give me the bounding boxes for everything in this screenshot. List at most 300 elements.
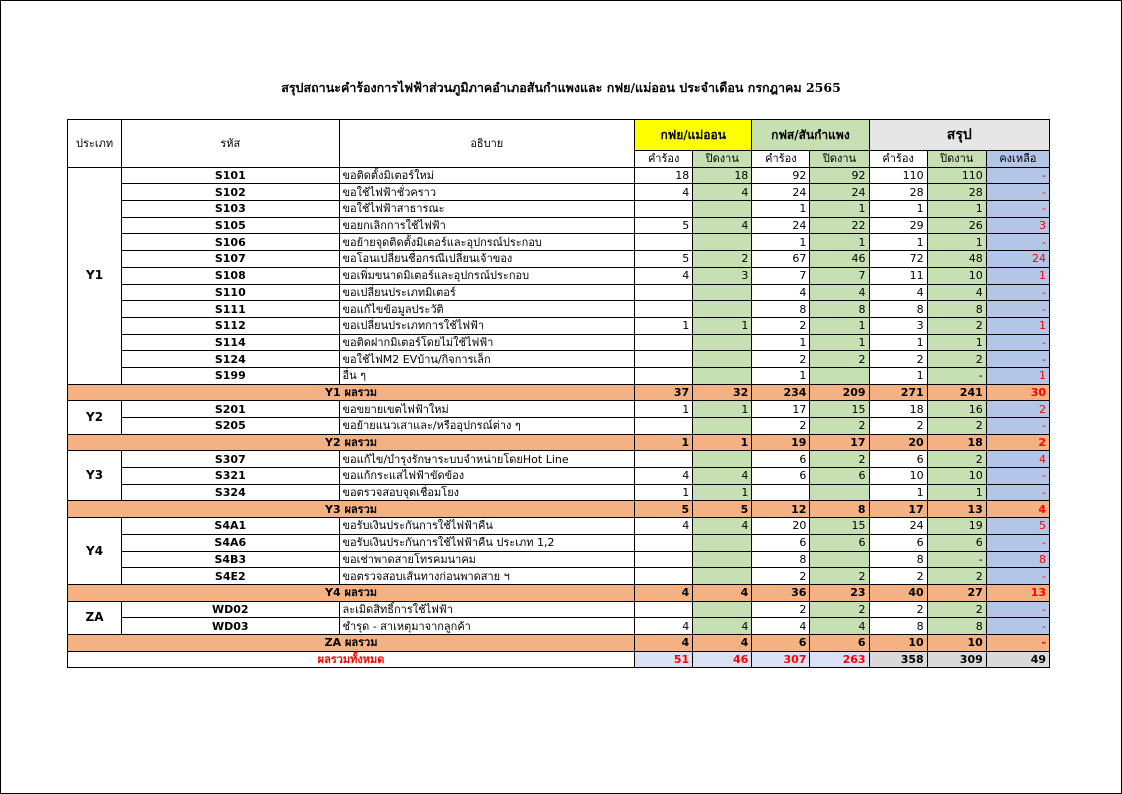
- mae-on-closed: [693, 301, 752, 318]
- subtotal-san-closed: 209: [810, 384, 869, 401]
- total-closed: 8: [927, 301, 986, 318]
- grand-total-row: [68, 651, 1050, 668]
- total-requests: 28: [869, 184, 927, 201]
- total-requests: 8: [869, 551, 927, 568]
- remaining-count: -: [986, 534, 1049, 551]
- request-code: S307: [122, 451, 339, 468]
- request-description: ขอเปลี่ยนประเภทการใช้ไฟฟ้า: [339, 317, 635, 334]
- total-requests: 72: [869, 251, 927, 268]
- total-closed: 2: [927, 418, 986, 435]
- total-closed: 1: [927, 484, 986, 501]
- subtotal-label: Y3 ผลรวม: [68, 501, 635, 518]
- subtotal-row: [68, 634, 1050, 651]
- remaining-count: -: [986, 284, 1049, 301]
- group-label: Y3: [68, 451, 122, 501]
- subtotal-mae-on-requests: 4: [635, 584, 693, 601]
- subtotal-mae-on-requests: 5: [635, 501, 693, 518]
- table-body: [68, 167, 1050, 668]
- request-description: ขอรับเงินประกันการใช้ไฟฟ้าคืน: [339, 518, 635, 535]
- request-code: S107: [122, 251, 339, 268]
- remaining-count: -: [986, 301, 1049, 318]
- san-requests: 7: [752, 267, 810, 284]
- subheader-requests: คำร้อง: [635, 151, 693, 168]
- table-row: [68, 351, 1050, 368]
- grand-san-closed: 263: [810, 651, 869, 668]
- request-code: S105: [122, 217, 339, 234]
- subtotal-row: [68, 434, 1050, 451]
- san-requests: 2: [752, 418, 810, 435]
- group-label: Y2: [68, 401, 122, 434]
- remaining-count: 4: [986, 451, 1049, 468]
- san-closed: 2: [810, 601, 869, 618]
- total-closed: 2: [927, 601, 986, 618]
- header-summary: สรุป: [869, 120, 1049, 151]
- subtotal-label: Y1 ผลรวม: [68, 384, 635, 401]
- mae-on-closed: 2: [693, 251, 752, 268]
- total-requests: 8: [869, 618, 927, 635]
- total-closed: 10: [927, 267, 986, 284]
- san-requests: 2: [752, 317, 810, 334]
- mae-on-closed: [693, 367, 752, 384]
- san-requests: 6: [752, 451, 810, 468]
- total-closed: 28: [927, 184, 986, 201]
- san-closed: 2: [810, 451, 869, 468]
- san-closed: 2: [810, 568, 869, 585]
- total-requests: 2: [869, 568, 927, 585]
- san-requests: 1: [752, 367, 810, 384]
- mae-on-requests: 1: [635, 484, 693, 501]
- request-code: S321: [122, 468, 339, 485]
- remaining-count: -: [986, 468, 1049, 485]
- san-requests: 1: [752, 334, 810, 351]
- mae-on-requests: [635, 284, 693, 301]
- header-code: รหัส: [122, 120, 339, 168]
- total-requests: 1: [869, 334, 927, 351]
- table-row: [68, 568, 1050, 585]
- subtotal-total-requests: 20: [869, 434, 927, 451]
- total-requests: 2: [869, 351, 927, 368]
- table-row: [68, 201, 1050, 218]
- total-requests: 6: [869, 534, 927, 551]
- table-row: [68, 217, 1050, 234]
- san-closed: [810, 484, 869, 501]
- san-closed: 92: [810, 167, 869, 184]
- total-requests: 2: [869, 418, 927, 435]
- subtotal-label: ZA ผลรวม: [68, 634, 635, 651]
- subheader-requests: คำร้อง: [752, 151, 810, 168]
- request-description: ขอแก้ไข/บำรุงรักษาระบบจำหน่ายโดยHot Line: [339, 451, 635, 468]
- grand-remaining: 49: [986, 651, 1049, 668]
- total-closed: 2: [927, 351, 986, 368]
- mae-on-requests: [635, 301, 693, 318]
- subtotal-san-closed: 17: [810, 434, 869, 451]
- mae-on-requests: [635, 367, 693, 384]
- table-row: [68, 251, 1050, 268]
- total-closed: 8: [927, 618, 986, 635]
- subtotal-total-requests: 17: [869, 501, 927, 518]
- san-requests: 2: [752, 601, 810, 618]
- request-code: WD02: [122, 601, 339, 618]
- total-requests: 4: [869, 284, 927, 301]
- san-requests: 8: [752, 301, 810, 318]
- san-closed: 15: [810, 401, 869, 418]
- total-closed: 4: [927, 284, 986, 301]
- mae-on-closed: 1: [693, 484, 752, 501]
- total-closed: -: [927, 367, 986, 384]
- subtotal-total-closed: 27: [927, 584, 986, 601]
- mae-on-closed: 1: [693, 401, 752, 418]
- remaining-count: -: [986, 568, 1049, 585]
- subtotal-san-requests: 234: [752, 384, 810, 401]
- san-closed: 2: [810, 418, 869, 435]
- total-requests: 24: [869, 518, 927, 535]
- subheader-closed: ปิดงาน: [927, 151, 986, 168]
- mae-on-requests: [635, 601, 693, 618]
- subtotal-mae-on-closed: 5: [693, 501, 752, 518]
- request-description: ขอเพิ่มขนาดมิเตอร์และอุปกรณ์ประกอบ: [339, 267, 635, 284]
- mae-on-closed: 3: [693, 267, 752, 284]
- total-requests: 1: [869, 234, 927, 251]
- san-closed: [810, 367, 869, 384]
- total-closed: 1: [927, 334, 986, 351]
- subtotal-san-requests: 36: [752, 584, 810, 601]
- mae-on-requests: [635, 551, 693, 568]
- total-closed: 10: [927, 468, 986, 485]
- mae-on-requests: [635, 201, 693, 218]
- table-row: [68, 184, 1050, 201]
- request-code: S112: [122, 317, 339, 334]
- request-code: S111: [122, 301, 339, 318]
- request-description: ขอแก้ไขข้อมูลประวัติ: [339, 301, 635, 318]
- mae-on-closed: [693, 334, 752, 351]
- subtotal-san-closed: 23: [810, 584, 869, 601]
- mae-on-requests: 4: [635, 618, 693, 635]
- san-requests: 92: [752, 167, 810, 184]
- total-closed: 110: [927, 167, 986, 184]
- table-row: [68, 267, 1050, 284]
- mae-on-closed: 18: [693, 167, 752, 184]
- remaining-count: -: [986, 167, 1049, 184]
- total-requests: 1: [869, 367, 927, 384]
- subtotal-san-requests: 19: [752, 434, 810, 451]
- header-san-kamphaeng: กฟส/สันกำแพง: [752, 120, 869, 151]
- request-code: S4A6: [122, 534, 339, 551]
- mae-on-closed: [693, 551, 752, 568]
- request-description: ขอย้ายแนวเสาและ/หรืออุปกรณ์ต่าง ๆ: [339, 418, 635, 435]
- table-row: [68, 234, 1050, 251]
- subtotal-mae-on-requests: 37: [635, 384, 693, 401]
- request-description: ขอใช้ไฟM2 EVบ้าน/กิจการเล็ก: [339, 351, 635, 368]
- grand-mae-on-closed: 46: [693, 651, 752, 668]
- mae-on-requests: 18: [635, 167, 693, 184]
- remaining-count: 24: [986, 251, 1049, 268]
- mae-on-closed: 4: [693, 217, 752, 234]
- san-closed: 22: [810, 217, 869, 234]
- san-closed: 4: [810, 618, 869, 635]
- mae-on-requests: 4: [635, 184, 693, 201]
- table-row: [68, 418, 1050, 435]
- request-code: S205: [122, 418, 339, 435]
- request-code: S124: [122, 351, 339, 368]
- mae-on-requests: [635, 234, 693, 251]
- total-requests: 18: [869, 401, 927, 418]
- san-requests: 67: [752, 251, 810, 268]
- request-description: ขอแก้กระแสไฟฟ้าขัดข้อง: [339, 468, 635, 485]
- san-requests: 24: [752, 217, 810, 234]
- mae-on-closed: [693, 601, 752, 618]
- total-requests: 2: [869, 601, 927, 618]
- request-code: S4B3: [122, 551, 339, 568]
- remaining-count: -: [986, 184, 1049, 201]
- table-row: [68, 317, 1050, 334]
- remaining-count: 1: [986, 317, 1049, 334]
- san-requests: 24: [752, 184, 810, 201]
- request-code: S103: [122, 201, 339, 218]
- request-code: S114: [122, 334, 339, 351]
- san-closed: 46: [810, 251, 869, 268]
- mae-on-closed: [693, 418, 752, 435]
- mae-on-closed: [693, 234, 752, 251]
- subheader-closed: ปิดงาน: [693, 151, 752, 168]
- subtotal-row: [68, 584, 1050, 601]
- san-requests: 2: [752, 351, 810, 368]
- remaining-count: -: [986, 618, 1049, 635]
- subheader-remaining: คงเหลือ: [986, 151, 1049, 168]
- mae-on-requests: 4: [635, 468, 693, 485]
- total-closed: 19: [927, 518, 986, 535]
- subtotal-total-requests: 40: [869, 584, 927, 601]
- table-row: [68, 451, 1050, 468]
- remaining-count: -: [986, 234, 1049, 251]
- mae-on-closed: [693, 201, 752, 218]
- subtotal-mae-on-closed: 4: [693, 634, 752, 651]
- request-description: ละเมิดสิทธิ์การใช้ไฟฟ้า: [339, 601, 635, 618]
- san-closed: 15: [810, 518, 869, 535]
- request-description: ขอเช่าพาดสายโทรคมนาคม: [339, 551, 635, 568]
- remaining-count: -: [986, 334, 1049, 351]
- subtotal-total-requests: 271: [869, 384, 927, 401]
- mae-on-closed: 4: [693, 184, 752, 201]
- request-description: ขอรับเงินประกันการใช้ไฟฟ้าคืน ประเภท 1,2: [339, 534, 635, 551]
- san-requests: 1: [752, 201, 810, 218]
- subtotal-total-closed: 13: [927, 501, 986, 518]
- remaining-count: 2: [986, 401, 1049, 418]
- mae-on-requests: 5: [635, 217, 693, 234]
- total-requests: 6: [869, 451, 927, 468]
- table-row: [68, 551, 1050, 568]
- total-closed: 2: [927, 451, 986, 468]
- san-requests: 6: [752, 468, 810, 485]
- san-requests: 6: [752, 534, 810, 551]
- group-label: Y1: [68, 167, 122, 384]
- mae-on-requests: [635, 334, 693, 351]
- remaining-count: -: [986, 601, 1049, 618]
- san-closed: 6: [810, 534, 869, 551]
- request-code: S106: [122, 234, 339, 251]
- subtotal-mae-on-closed: 1: [693, 434, 752, 451]
- request-description: ขอใช้ไฟฟ้าชั่วคราว: [339, 184, 635, 201]
- total-requests: 10: [869, 468, 927, 485]
- subtotal-mae-on-requests: 1: [635, 434, 693, 451]
- table-row: [68, 618, 1050, 635]
- table-row: [68, 401, 1050, 418]
- total-closed: 2: [927, 568, 986, 585]
- subtotal-remaining: -: [986, 634, 1049, 651]
- request-code: S102: [122, 184, 339, 201]
- subtotal-label: Y2 ผลรวม: [68, 434, 635, 451]
- request-description: ขอตรวจสอบจุดเชื่อมโยง: [339, 484, 635, 501]
- mae-on-requests: [635, 534, 693, 551]
- total-requests: 29: [869, 217, 927, 234]
- mae-on-requests: 1: [635, 317, 693, 334]
- san-requests: 1: [752, 234, 810, 251]
- grand-mae-on-requests: 51: [635, 651, 693, 668]
- mae-on-requests: [635, 351, 693, 368]
- request-description: ขอติดตั้งมิเตอร์ใหม่: [339, 167, 635, 184]
- subheader-requests: คำร้อง: [869, 151, 927, 168]
- total-closed: 1: [927, 201, 986, 218]
- subtotal-mae-on-requests: 4: [635, 634, 693, 651]
- subtotal-remaining: 30: [986, 384, 1049, 401]
- san-closed: 4: [810, 284, 869, 301]
- request-code: S110: [122, 284, 339, 301]
- remaining-count: -: [986, 484, 1049, 501]
- table-row: [68, 301, 1050, 318]
- mae-on-closed: 4: [693, 618, 752, 635]
- subtotal-mae-on-closed: 4: [693, 584, 752, 601]
- mae-on-closed: [693, 568, 752, 585]
- subtotal-mae-on-closed: 32: [693, 384, 752, 401]
- total-closed: 16: [927, 401, 986, 418]
- total-requests: 8: [869, 301, 927, 318]
- subtotal-san-closed: 6: [810, 634, 869, 651]
- total-closed: -: [927, 551, 986, 568]
- remaining-count: -: [986, 201, 1049, 218]
- table-row: [68, 468, 1050, 485]
- san-closed: 8: [810, 301, 869, 318]
- request-code: S324: [122, 484, 339, 501]
- request-code: S199: [122, 367, 339, 384]
- mae-on-closed: [693, 534, 752, 551]
- request-summary-table: [67, 119, 1050, 668]
- subtotal-san-closed: 8: [810, 501, 869, 518]
- grand-total-label: ผลรวมทั้งหมด: [68, 651, 635, 668]
- san-requests: 8: [752, 551, 810, 568]
- san-closed: 7: [810, 267, 869, 284]
- total-closed: 26: [927, 217, 986, 234]
- subtotal-total-closed: 18: [927, 434, 986, 451]
- subtotal-san-requests: 12: [752, 501, 810, 518]
- table-row: [68, 167, 1050, 184]
- page-title: สรุปสถานะคำร้องการไฟฟ้าส่วนภูมิภาคอำเภอสันกำแพงและ กฟย/แม่ออน ประจำเดือน กรกฎาคม 2565: [281, 80, 841, 95]
- header-description: อธิบาย: [339, 120, 635, 168]
- total-requests: 110: [869, 167, 927, 184]
- total-requests: 11: [869, 267, 927, 284]
- subtotal-remaining: 2: [986, 434, 1049, 451]
- total-closed: 6: [927, 534, 986, 551]
- table-row: [68, 601, 1050, 618]
- remaining-count: 1: [986, 267, 1049, 284]
- group-label: ZA: [68, 601, 122, 634]
- remaining-count: -: [986, 418, 1049, 435]
- mae-on-closed: 4: [693, 518, 752, 535]
- grand-total-closed: 309: [927, 651, 986, 668]
- san-requests: 17: [752, 401, 810, 418]
- table-row: [68, 534, 1050, 551]
- mae-on-requests: 1: [635, 401, 693, 418]
- grand-total-requests: 358: [869, 651, 927, 668]
- request-code: S201: [122, 401, 339, 418]
- header-mae-on: กฟย/แม่ออน: [635, 120, 752, 151]
- request-description: ขอขยายเขตไฟฟ้าใหม่: [339, 401, 635, 418]
- subtotal-total-requests: 10: [869, 634, 927, 651]
- total-requests: 3: [869, 317, 927, 334]
- subtotal-total-closed: 10: [927, 634, 986, 651]
- san-requests: 4: [752, 618, 810, 635]
- request-description: ขอยกเลิกการใช้ไฟฟ้า: [339, 217, 635, 234]
- request-code: S4A1: [122, 518, 339, 535]
- request-description: ขอใช้ไฟฟ้าสาธารณะ: [339, 201, 635, 218]
- table-row: [68, 484, 1050, 501]
- remaining-count: 8: [986, 551, 1049, 568]
- remaining-count: 5: [986, 518, 1049, 535]
- subtotal-total-closed: 241: [927, 384, 986, 401]
- mae-on-closed: 1: [693, 317, 752, 334]
- san-closed: 6: [810, 468, 869, 485]
- request-description: ขอติดฝากมิเตอร์โดยไม่ใช้ไฟฟ้า: [339, 334, 635, 351]
- remaining-count: -: [986, 351, 1049, 368]
- request-code: WD03: [122, 618, 339, 635]
- san-closed: 1: [810, 201, 869, 218]
- request-description: ขอตรวจสอบเส้นทางก่อนพาดสาย ฯ: [339, 568, 635, 585]
- request-description: ขอย้ายจุดติดตั้งมิเตอร์และอุปกรณ์ประกอบ: [339, 234, 635, 251]
- subtotal-remaining: 4: [986, 501, 1049, 518]
- remaining-count: 3: [986, 217, 1049, 234]
- group-label: Y4: [68, 518, 122, 585]
- san-closed: 1: [810, 317, 869, 334]
- request-code: S4E2: [122, 568, 339, 585]
- san-requests: 4: [752, 284, 810, 301]
- mae-on-closed: [693, 351, 752, 368]
- san-closed: 2: [810, 351, 869, 368]
- subtotal-san-requests: 6: [752, 634, 810, 651]
- subheader-closed: ปิดงาน: [810, 151, 869, 168]
- request-description: ชำรุด - สาเหตุมาจากลูกค้า: [339, 618, 635, 635]
- subtotal-label: Y4 ผลรวม: [68, 584, 635, 601]
- request-description: ขอโอนเปลี่ยนชื่อกรณีเปลี่ยนเจ้าของ: [339, 251, 635, 268]
- table-row: [68, 518, 1050, 535]
- header-type: ประเภท: [68, 120, 122, 168]
- total-closed: 2: [927, 317, 986, 334]
- mae-on-closed: [693, 451, 752, 468]
- mae-on-closed: [693, 284, 752, 301]
- mae-on-requests: [635, 568, 693, 585]
- subtotal-row: [68, 384, 1050, 401]
- san-closed: 1: [810, 334, 869, 351]
- remaining-count: 1: [986, 367, 1049, 384]
- san-requests: 20: [752, 518, 810, 535]
- total-requests: 1: [869, 484, 927, 501]
- san-closed: 24: [810, 184, 869, 201]
- san-requests: [752, 484, 810, 501]
- subtotal-remaining: 13: [986, 584, 1049, 601]
- request-code: S108: [122, 267, 339, 284]
- table-row: [68, 334, 1050, 351]
- total-closed: 1: [927, 234, 986, 251]
- total-requests: 1: [869, 201, 927, 218]
- mae-on-requests: 4: [635, 267, 693, 284]
- table-row: [68, 284, 1050, 301]
